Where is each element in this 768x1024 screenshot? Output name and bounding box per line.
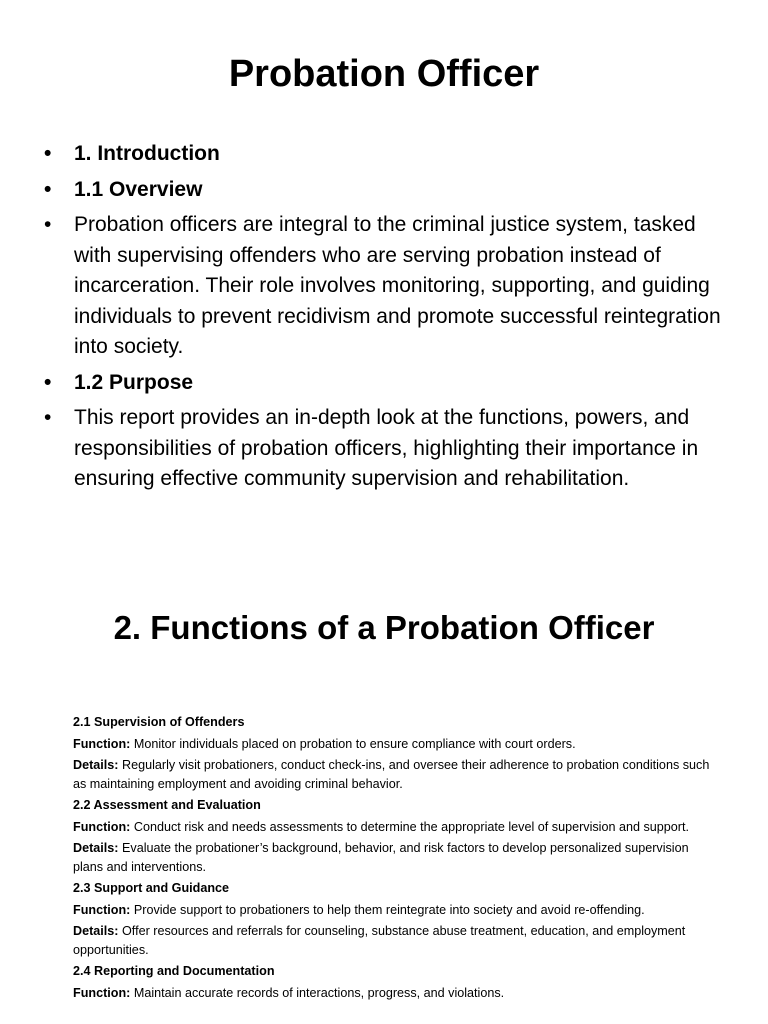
section-2-title: 2. Functions of a Probation Officer	[113, 609, 655, 646]
function-text: Maintain accurate records of interactions, progress, and violations.	[130, 985, 505, 1000]
section-2-4-function	[73, 984, 713, 1003]
function-text: Monitor individuals placed on probation to ensure compliance with court orders.	[130, 736, 576, 751]
details-label: Details:	[73, 758, 119, 772]
section-2-3-function	[73, 901, 713, 920]
section-2-2-details	[73, 839, 713, 876]
section-2-3-heading: • 2.3 Support and Guidance	[73, 879, 713, 898]
section-2-3-details	[73, 922, 713, 959]
details-text: Offer resources and referrals for counseling, substance abuse treatment, education, and employment opportunities.	[73, 924, 686, 957]
section-2-1-function	[73, 735, 713, 754]
section-2-2-function	[73, 818, 713, 837]
purpose-text: • This report provides an in-depth look at the functions, powers, and responsibilities of probation officers, highlighting their importance in ensuring effective community supervision and rehabilitation.	[74, 403, 734, 495]
details-label: Details:	[73, 841, 119, 855]
page-title: Probation Officer	[228, 53, 540, 95]
details-text: Regularly visit probationers, conduct check-ins, and oversee their adherence to probation conditions such as maintaining employment and avoiding criminal behavior.	[73, 758, 710, 791]
introduction-heading: • 1. Introduction	[74, 139, 734, 170]
overview-heading: • 1.1 Overview	[74, 175, 734, 206]
section-2-1-details	[73, 756, 713, 793]
function-label: Function:	[73, 902, 131, 917]
function-text: Provide support to probationers to help them reintegrate into society and avoid re-offending.	[130, 902, 645, 917]
function-label: Function:	[73, 736, 131, 751]
introduction-list	[74, 139, 734, 500]
function-label: Function:	[73, 985, 131, 1000]
details-label: Details:	[73, 924, 119, 938]
function-text: Conduct risk and needs assessments to determine the appropriate level of supervision and support.	[130, 819, 689, 834]
functions-list	[73, 713, 713, 1024]
section-2-1-heading: • 2.1 Supervision of Offenders	[73, 713, 713, 732]
purpose-heading: • 1.2 Purpose	[74, 368, 734, 399]
section-2-2-heading: • 2.2 Assessment and Evaluation	[73, 796, 713, 815]
details-text: Evaluate the probationer’s background, behavior, and risk factors to develop personalized supervision plans and interventions.	[73, 841, 689, 874]
overview-text: • Probation officers are integral to the criminal justice system, tasked with supervising offenders who are serving probation instead of incarceration. Their role involves monitoring, supporting, and guiding individuals to prevent recidivism and promote successful reintegration into society.	[74, 210, 734, 363]
section-2-4-heading: • 2.4 Reporting and Documentation	[73, 962, 713, 981]
function-label: Function:	[73, 819, 131, 834]
